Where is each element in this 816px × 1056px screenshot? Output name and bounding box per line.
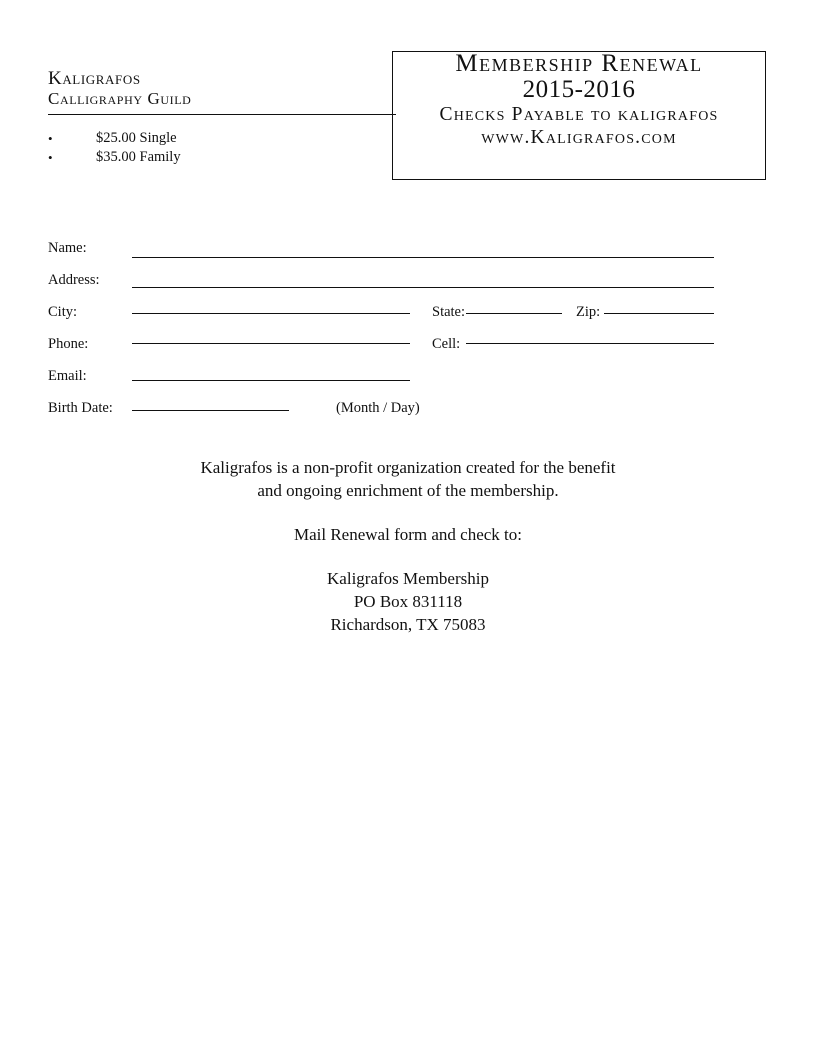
state-label: State: <box>432 304 466 320</box>
email-label: Email: <box>48 368 87 384</box>
dues-item <box>48 148 181 167</box>
title-box <box>392 51 766 180</box>
address-field[interactable] <box>132 287 714 288</box>
header-divider <box>48 114 396 115</box>
mailing-address-line-2: PO Box 831118 <box>353 592 463 611</box>
state-field[interactable] <box>466 313 562 314</box>
cell-label: Cell: <box>432 336 461 352</box>
cell-field[interactable] <box>466 343 714 344</box>
city-field[interactable] <box>132 313 410 314</box>
dues-item-label: $35.00 Family <box>96 149 181 165</box>
org-name: Kaligrafos <box>48 68 141 89</box>
zip-label: Zip: <box>576 304 601 320</box>
email-field[interactable] <box>132 380 410 381</box>
dues-list <box>48 129 181 167</box>
birth-date-hint: (Month / Day) <box>336 400 420 416</box>
phone-label: Phone: <box>48 336 89 352</box>
bullet-icon: • <box>48 150 53 165</box>
mail-instruction: Mail Renewal form and check to: <box>293 525 522 544</box>
city-label: City: <box>48 304 78 320</box>
address-label: Address: <box>48 272 100 288</box>
birth-date-label: Birth Date: <box>48 400 113 416</box>
dues-item-label: $25.00 Single <box>96 130 177 146</box>
payable-note: Checks Payable to kaligrafos <box>439 104 719 125</box>
about-line-2: and ongoing enrichment of the membership. <box>257 481 559 500</box>
dues-item <box>48 129 181 148</box>
name-field[interactable] <box>132 257 714 258</box>
phone-field[interactable] <box>132 343 410 344</box>
mailing-address-line-3: Richardson, TX 75083 <box>330 615 486 634</box>
birth-date-field[interactable] <box>132 410 289 411</box>
form-title: Membership Renewal <box>455 50 703 77</box>
membership-year: 2015-2016 <box>522 76 636 103</box>
name-label: Name: <box>48 240 87 256</box>
mailing-address-line-1: Kaligrafos Membership <box>327 569 489 588</box>
zip-field[interactable] <box>604 313 714 314</box>
org-subtitle: Calligraphy Guild <box>48 89 192 108</box>
about-line-1: Kaligrafos is a non-profit organization created for the benefit <box>200 458 616 477</box>
website[interactable]: www.Kaligrafos.com <box>481 127 677 148</box>
bullet-icon: • <box>48 131 53 146</box>
